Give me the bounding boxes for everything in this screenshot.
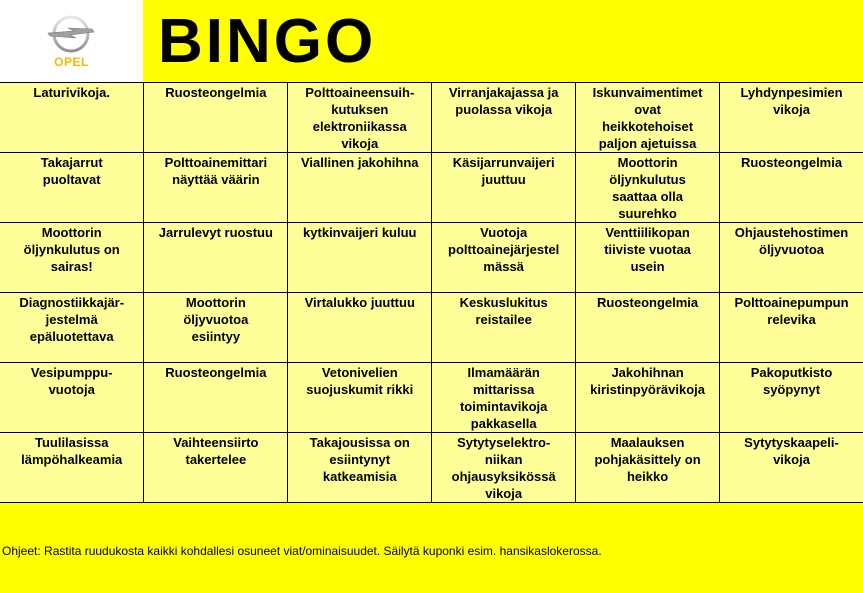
logo-text: OPEL xyxy=(54,55,89,69)
bingo-cell[interactable]: Käsijarrunvaijeri juuttuu xyxy=(432,153,576,223)
bingo-cell[interactable]: Polttoainemittari näyttää väärin xyxy=(144,153,288,223)
grid-row xyxy=(0,83,863,153)
bingo-cell[interactable]: Virtalukko juuttuu xyxy=(288,293,432,363)
bingo-cell[interactable]: Ruosteongelmia xyxy=(144,363,288,433)
bingo-cell[interactable]: Laturivikoja. xyxy=(0,83,144,153)
bingo-cell[interactable]: Takajousissa on esiintynyt katkeamisia xyxy=(288,433,432,503)
bingo-cell[interactable]: Sytytyskaapeli- vikoja xyxy=(720,433,863,503)
bingo-cell[interactable]: Maalauksen pohjakäsittely on heikko xyxy=(576,433,720,503)
bingo-cell[interactable]: Vetonivelien suojuskumit rikki xyxy=(288,363,432,433)
grid-row xyxy=(0,153,863,223)
page-title: BINGO xyxy=(158,7,377,76)
bingo-cell[interactable]: Venttiilikopan tiiviste vuotaa usein xyxy=(576,223,720,293)
bingo-cell[interactable]: Vaihteensiirto takertelee xyxy=(144,433,288,503)
bingo-cell[interactable]: Vesipumppu- vuotoja xyxy=(0,363,144,433)
grid-row xyxy=(0,433,863,503)
bingo-cell[interactable]: Moottorin öljynkulutus on sairas! xyxy=(0,223,144,293)
bingo-cell[interactable]: Polttoaineensuih- kutuksen elektroniikassa vikoja xyxy=(288,83,432,153)
bingo-cell[interactable]: Virranjakajassa ja puolassa vikoja xyxy=(432,83,576,153)
bingo-cell[interactable]: Ruosteongelmia xyxy=(144,83,288,153)
bingo-cell[interactable]: Vuotoja polttoainejärjestel mässä xyxy=(432,223,576,293)
bingo-cell[interactable]: Ruosteongelmia xyxy=(576,293,720,363)
grid-row xyxy=(0,293,863,363)
bingo-cell[interactable]: kytkinvaijeri kuluu xyxy=(288,223,432,293)
bingo-cell[interactable]: Viallinen jakohihna xyxy=(288,153,432,223)
bingo-cell[interactable]: Jakohihnan kiristinpyörävikoja xyxy=(576,363,720,433)
bingo-cell[interactable]: Lyhdynpesimien vikoja xyxy=(720,83,863,153)
bingo-cell[interactable]: Ruosteongelmia xyxy=(720,153,863,223)
bingo-cell[interactable]: Keskuslukitus reistailee xyxy=(432,293,576,363)
opel-logo xyxy=(0,0,143,82)
bingo-cell[interactable]: Ilmamäärän mittarissa toimintavikoja pakkasella xyxy=(432,363,576,433)
bingo-cell[interactable]: Pakoputkisto syöpynyt xyxy=(720,363,863,433)
bingo-cell[interactable]: Tuulilasissa lämpöhalkeamia xyxy=(0,433,144,503)
grid-row xyxy=(0,363,863,433)
bingo-cell[interactable]: Takajarrut puoltavat xyxy=(0,153,144,223)
bingo-grid xyxy=(0,82,863,503)
opel-emblem-icon xyxy=(44,14,98,54)
grid-row xyxy=(0,223,863,293)
bingo-cell[interactable]: Sytytyselektro- niikan ohjausyksikössä vikoja xyxy=(432,433,576,503)
bingo-cell[interactable]: Ohjaustehostimen öljyvuotoa xyxy=(720,223,863,293)
bingo-cell[interactable]: Moottorin öljyvuotoa esiintyy xyxy=(144,293,288,363)
bingo-cell[interactable]: Iskunvaimentimet ovat heikkotehoiset paljon ajetuissa xyxy=(576,83,720,153)
bingo-cell[interactable]: Diagnostiikkajär- jestelmä epäluotettava xyxy=(0,293,144,363)
instructions-text: Ohjeet: Rastita ruudukosta kaikki kohdallesi osuneet viat/ominaisuudet. Säilytä kuponki esim. hansikaslokerossa. xyxy=(2,544,602,558)
bingo-cell[interactable]: Polttoainepumpun relevika xyxy=(720,293,863,363)
bingo-cell[interactable]: Moottorin öljynkulutus saattaa olla suurehko xyxy=(576,153,720,223)
bingo-cell[interactable]: Jarrulevyt ruostuu xyxy=(144,223,288,293)
